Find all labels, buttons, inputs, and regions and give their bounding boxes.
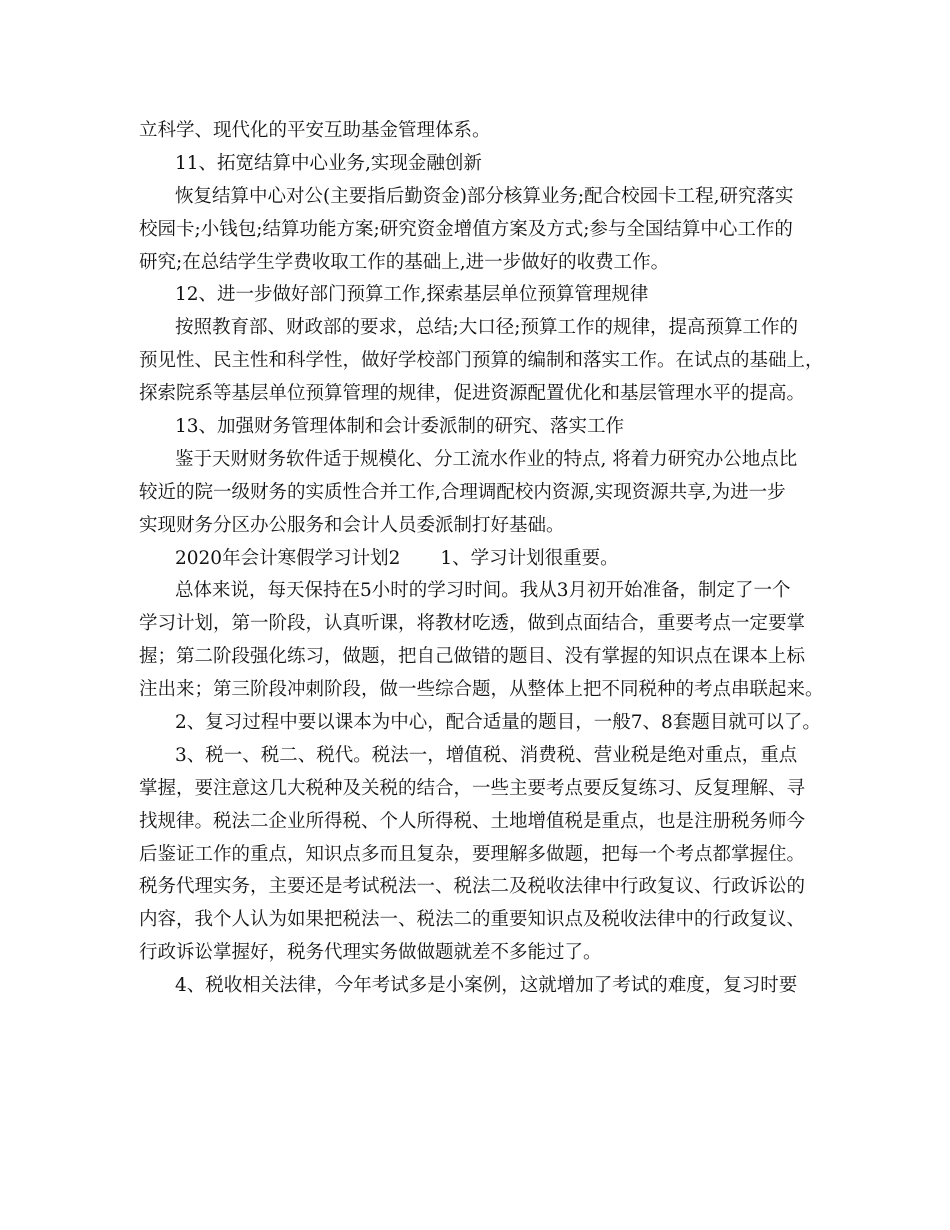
text-line: 较近的院一级财务的实质性合并工作,合理调配校内资源,实现资源共享,为进一步 bbox=[139, 481, 786, 503]
text-line: 找规律。税法二企业所得税、个人所得税、土地增值税是重点，也是注册税务师今 bbox=[139, 810, 806, 832]
text-line: 内容，我个人认为如果把税法一、税法二的重要知识点及税收法律中的行政复议、 bbox=[139, 909, 806, 931]
text-line: 预见性、民主性和科学性，做好学校部门预算的编制和落实工作。在试点的基础上， bbox=[139, 350, 824, 372]
text-line: 恢复结算中心对公(主要指后勤资金)部分核算业务;配合校园卡工程,研究落实 bbox=[175, 185, 794, 207]
text-line: 税务代理实务，主要还是考试税法一、税法二及税收法律中行政复议、行政诉讼的 bbox=[139, 876, 806, 898]
section-heading-11: 11、拓宽结算中心业务,实现金融创新 bbox=[175, 152, 482, 174]
text-line: 注出来；第三阶段冲刺阶段，做一些综合题，从整体上把不同税种的考点串联起来。 bbox=[139, 679, 824, 701]
text-line: 握；第二阶段强化练习，做题，把自己做错的题目、没有掌握的知识点在课本上标 bbox=[139, 646, 806, 668]
plan-title: 2020年会计寒假学习计划2 bbox=[175, 547, 401, 569]
text-line: 立科学、现代化的平安互助基金管理体系。 bbox=[139, 120, 491, 141]
text-line: 总体来说，每天保持在5小时的学习时间。我从3月初开始准备，制定了一个 bbox=[175, 580, 791, 602]
plan-point-1: 1、学习计划很重要。 bbox=[440, 547, 619, 569]
text-line: 按照教育部、财政部的要求，总结;大口径;预算工作的规律，提高预算工作的 bbox=[175, 317, 798, 339]
text-line: 校园卡;小钱包;结算功能方案;研究资金增值方案及方式;参与全国结算中心工作的 bbox=[139, 218, 793, 240]
plan-point-3: 3、税一、税二、税代。税法一，增值税、消费税、营业税是绝对重点，重点 bbox=[175, 744, 798, 766]
section-heading-13: 13、加强财务管理体制和会计委派制的研究、落实工作 bbox=[175, 416, 625, 438]
section-heading-12: 12、进一步做好部门预算工作,探索基层单位预算管理规律 bbox=[175, 284, 649, 306]
text-line: 后鉴证工作的重点，知识点多而且复杂，要理解多做题，把每一个考点都掌握住。 bbox=[139, 843, 806, 865]
text-line: 探索院系等基层单位预算管理的规律，促进资源配置优化和基层管理水平的提高。 bbox=[139, 383, 806, 405]
text-line: 掌握，要注意这几大税种及关税的结合，一些主要考点要反复练习、反复理解、寻 bbox=[139, 777, 806, 799]
text-line: 行政诉讼掌握好，税务代理实务做做题就差不多能过了。 bbox=[139, 942, 602, 964]
text-line: 研究;在总结学生学费收取工作的基础上,进一步做好的收费工作。 bbox=[139, 251, 670, 273]
text-line: 学习计划，第一阶段，认真听课，将教材吃透，做到点面结合，重要考点一定要掌 bbox=[139, 613, 806, 635]
document-body bbox=[139, 115, 829, 1003]
plan-title-line bbox=[139, 543, 829, 576]
plan-point-2: 2、复习过程中要以课本为中心，配合适量的题目，一般7、8套题目就可以了。 bbox=[175, 712, 821, 734]
text-line: 鉴于天财财务软件适于规模化、分工流水作业的特点, 将着力研究办公地点比 bbox=[175, 448, 798, 470]
text-line: 实现财务分区办公服务和会计人员委派制打好基础。 bbox=[139, 514, 565, 536]
plan-point-4: 4、税收相关法律，今年考试多是小案例，这就增加了考试的难度，复习时要 bbox=[175, 975, 798, 997]
